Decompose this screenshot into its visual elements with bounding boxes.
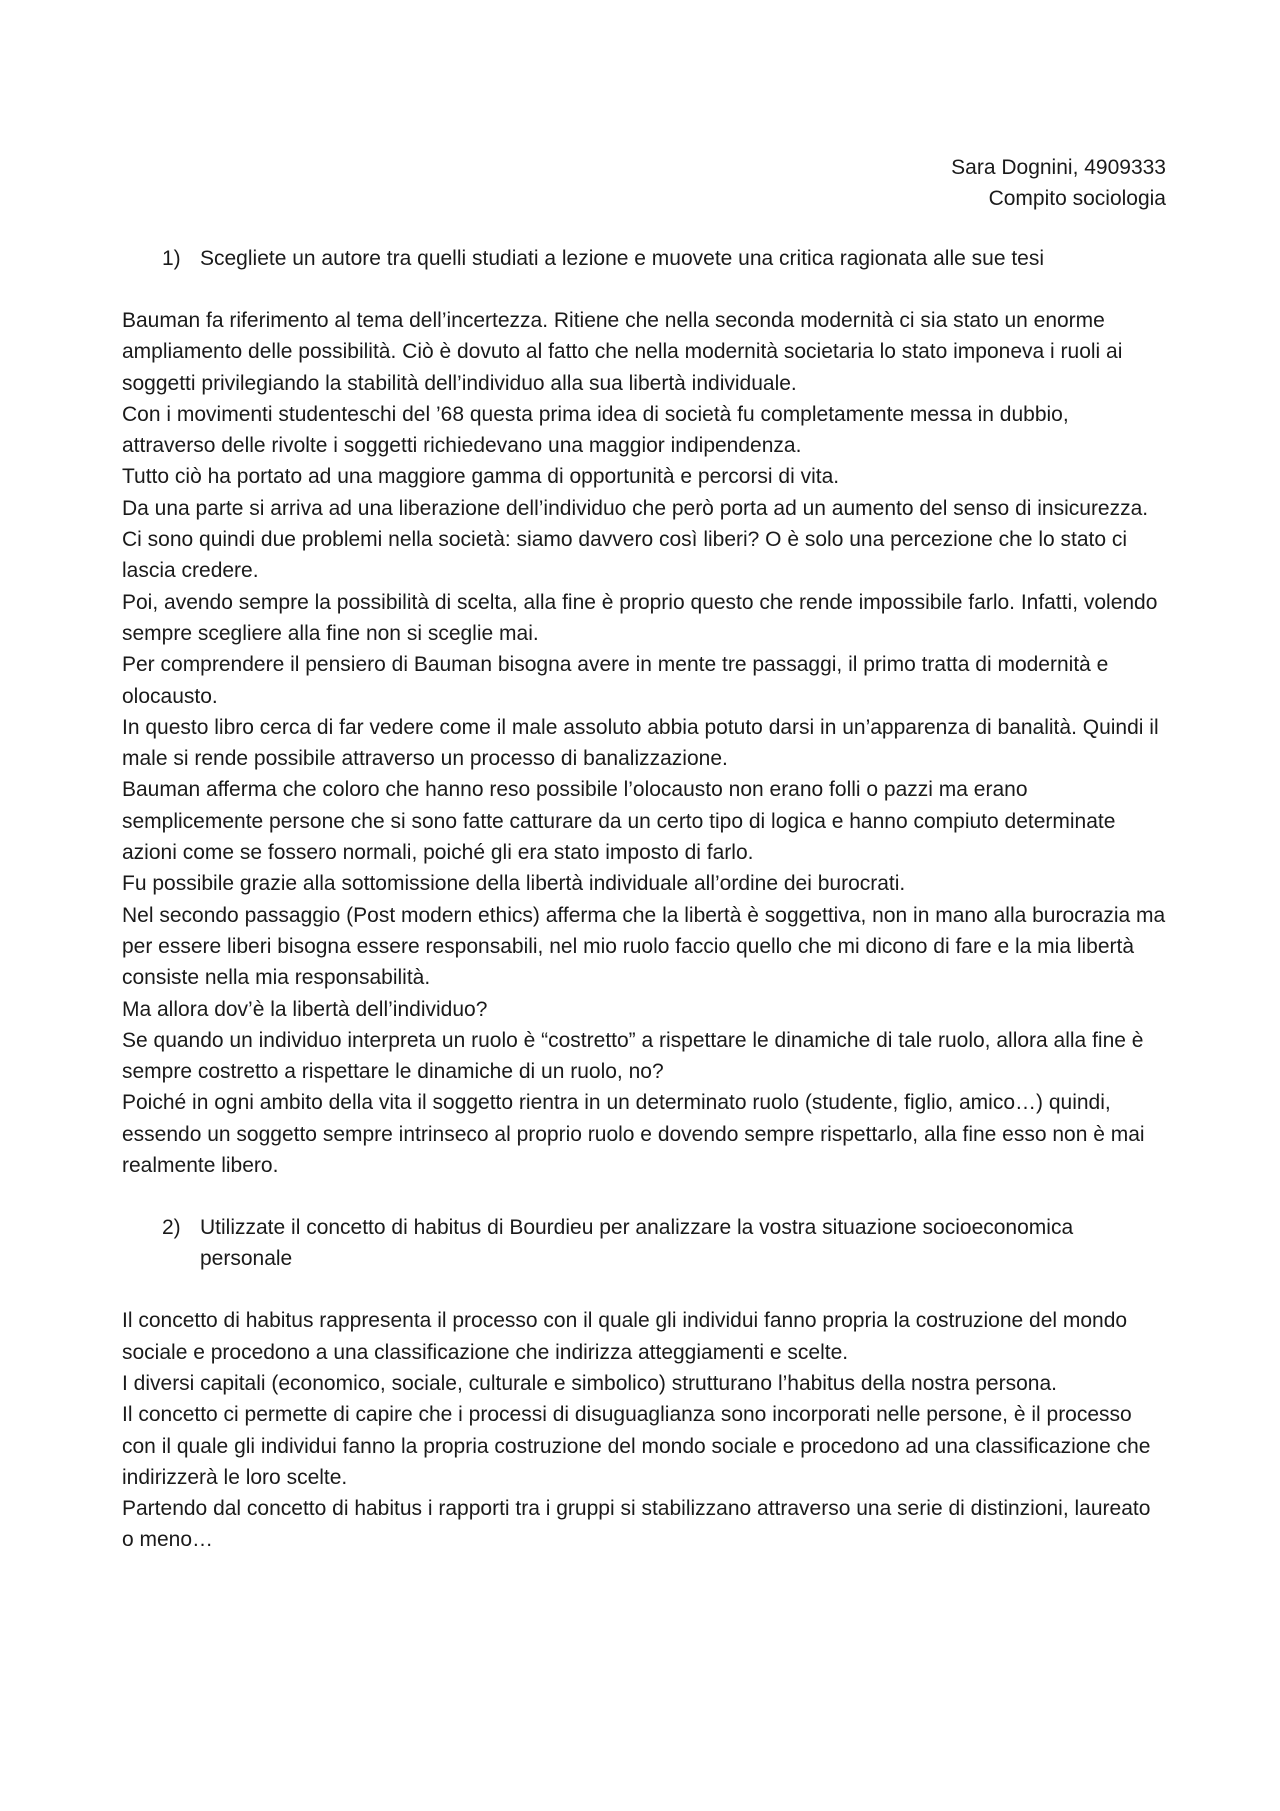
answer-2-paragraph: Il concetto ci permette di capire che i processi di disuguaglianza sono incorporati nelle persone, è il processo con il quale gli individui fanno la propria costruzione del mondo sociale e procedono ad una classificazione che indirizzerà le loro scelte. xyxy=(122,1403,1151,1489)
answer-1-paragraph: Nel secondo passaggio (Post modern ethics) afferma che la libertà è soggettiva, non in mano alla burocrazia ma per essere liberi bisogna essere responsabili, nel mio ruolo faccio quello che mi dicono di fare e la mia libertà consiste nella mia responsabilità. xyxy=(122,903,1166,990)
document-header xyxy=(122,152,1166,214)
question-1-number: 1) xyxy=(162,247,181,270)
answer-1-paragraph: Poi, avendo sempre la possibilità di scelta, alla fine è proprio questo che rende impossibile farlo. Infatti, volendo sempre scegliere alla fine non si sceglie mai. xyxy=(122,590,1158,645)
answer-1-paragraph: Per comprendere il pensiero di Bauman bisogna avere in mente tre passaggi, il primo tratta di modernità e olocausto. xyxy=(122,653,1109,708)
answer-1-paragraph: In questo libro cerca di far vedere come il male assoluto abbia potuto darsi in un’apparenza di banalità. Quindi il male si rende possibile attraverso un processo di banalizzazione. xyxy=(122,715,1159,771)
answer-2 xyxy=(122,1305,1166,1555)
question-1-text: Scegliete un autore tra quelli studiati a lezione e muovete una critica ragionata alle sue tesi xyxy=(200,247,1045,270)
subject-line: Compito sociologia xyxy=(988,187,1166,210)
answer-1-paragraph: Da una parte si arriva ad una liberazione dell’individuo che però porta ad un aumento del senso di insicurezza. xyxy=(122,496,1149,520)
answer-1 xyxy=(122,305,1166,1181)
answer-1-paragraph: Fu possibile grazie alla sottomissione della libertà individuale all’ordine dei burocrati. xyxy=(122,872,906,896)
answer-1-paragraph: Bauman fa riferimento al tema dell’incertezza. Ritiene che nella seconda modernità ci sia stato un enorme ampliamento delle possibilità. Ciò è dovuto al fatto che nella modernità societaria lo stato imponeva i ruoli ai soggetti privilegiando la stabilità dell’individuo alla sua libertà individuale. xyxy=(122,309,1123,395)
answer-2-paragraph: I diversi capitali (economico, sociale, culturale e simbolico) strutturano l’habitus della nostra persona. xyxy=(122,1371,1057,1395)
answer-2-paragraph: Il concetto di habitus rappresenta il processo con il quale gli individui fanno propria la costruzione del mondo sociale e procedono a una classificazione che indirizza atteggiamenti e scelte. xyxy=(122,1309,1128,1364)
author-line: Sara Dognini, 4909333 xyxy=(951,156,1166,179)
question-2-text: Utilizzate il concetto di habitus di Bourdieu per analizzare la vostra situazione socioeconomica personale xyxy=(200,1216,1074,1271)
question-1 xyxy=(122,243,1166,274)
question-2 xyxy=(122,1212,1166,1274)
answer-1-paragraph: Ma allora dov’è la libertà dell’individuo? xyxy=(122,997,488,1021)
answer-1-paragraph: Se quando un individuo interpreta un ruolo è “costretto” a rispettare le dinamiche di tale ruolo, allora alla fine è sempre costretto a rispettare le dinamiche di un ruolo, no? xyxy=(122,1028,1144,1084)
answer-1-paragraph: Poiché in ogni ambito della vita il soggetto rientra in un determinato ruolo (studente, figlio, amico…) quindi, essendo un soggetto sempre intrinseco al proprio ruolo e dovendo sempre rispettarlo, alla fine esso non è mai realmente libero. xyxy=(122,1091,1145,1178)
answer-2-paragraph: Partendo dal concetto di habitus i rapporti tra i gruppi si stabilizzano attraverso una serie di distinzioni, laureato o meno… xyxy=(122,1497,1151,1552)
question-2-number: 2) xyxy=(162,1216,181,1240)
answer-1-paragraph: Bauman afferma che coloro che hanno reso possibile l’olocausto non erano folli o pazzi ma erano semplicemente persone che si sono fatte catturare da un certo tipo di logica e hanno compiuto determinate azioni come se fossero normali, poiché gli era stato imposto di farlo. xyxy=(122,778,1116,865)
answer-1-paragraph: Tutto ciò ha portato ad una maggiore gamma di opportunità e percorsi di vita. xyxy=(122,465,840,489)
answer-1-paragraph: Con i movimenti studenteschi del ’68 questa prima idea di società fu completamente messa in dubbio, attraverso delle rivolte i soggetti richiedevano una maggior indipendenza. xyxy=(122,402,1069,458)
answer-1-paragraph: Ci sono quindi due problemi nella società: siamo davvero così liberi? O è solo una percezione che lo stato ci lascia credere. xyxy=(122,528,1128,583)
document-page xyxy=(122,152,1166,1556)
